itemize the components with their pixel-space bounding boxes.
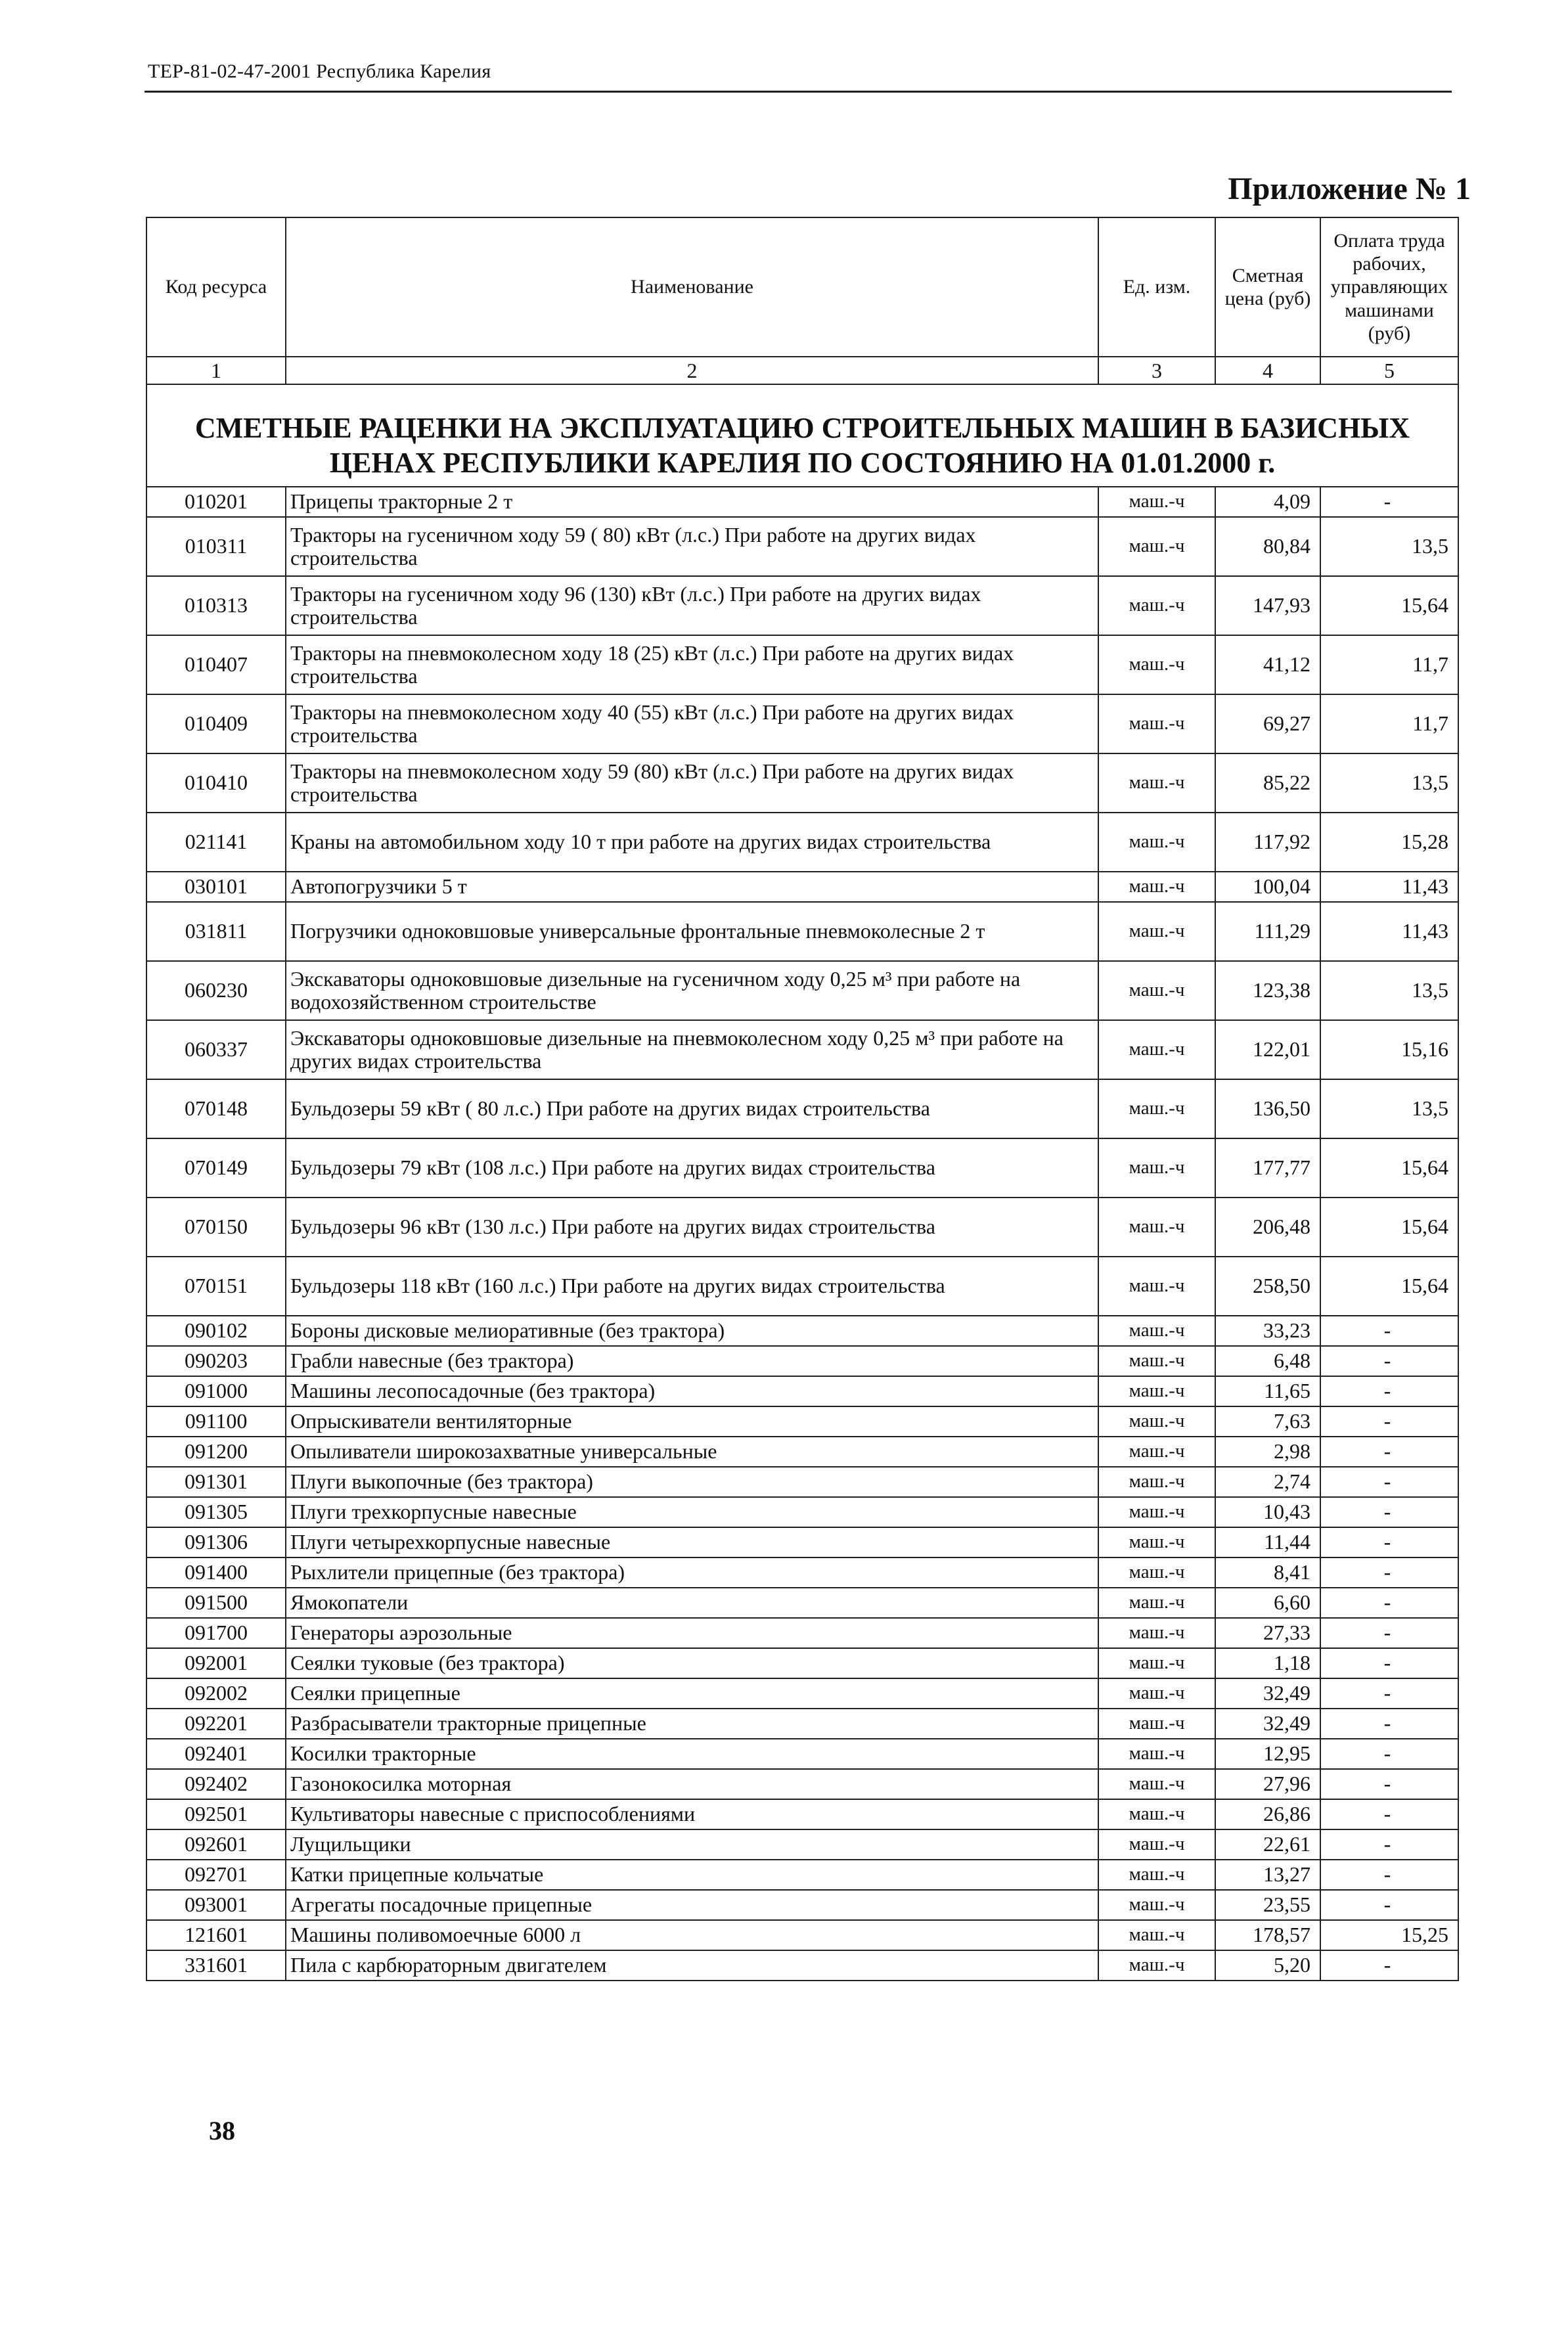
table-row xyxy=(146,1437,1458,1467)
machine-name-cell: Лущильщики xyxy=(286,1829,1098,1860)
labor-cost-cell: 15,64 xyxy=(1320,576,1458,635)
table-row xyxy=(146,635,1458,694)
unit-cell: маш.-ч xyxy=(1098,1950,1215,1981)
resource-code-cell: 070151 xyxy=(146,1257,286,1316)
machine-name-cell: Опыливатели широкозахватные универсальные xyxy=(286,1437,1098,1467)
unit-cell: маш.-ч xyxy=(1098,1316,1215,1346)
labor-cost-cell: - xyxy=(1320,1678,1458,1709)
table-row xyxy=(146,1648,1458,1678)
machine-name-cell: Сеялки прицепные xyxy=(286,1678,1098,1709)
resource-code-cell: 092601 xyxy=(146,1829,286,1860)
table-row xyxy=(146,1920,1458,1950)
price-cell: 2,74 xyxy=(1215,1467,1320,1497)
machine-name-cell: Экскаваторы одноковшовые дизельные на гусеничном ходу 0,25 м³ при работе на водохозяйственном строительстве xyxy=(286,961,1098,1020)
col-number: 2 xyxy=(286,357,1098,384)
machine-name-cell: Тракторы на гусеничном ходу 96 (130) кВт (л.с.) При работе на других видах строительства xyxy=(286,576,1098,635)
unit-cell: маш.-ч xyxy=(1098,694,1215,753)
resource-code-cell: 091400 xyxy=(146,1557,286,1588)
table-row xyxy=(146,1079,1458,1138)
price-cell: 258,50 xyxy=(1215,1257,1320,1316)
machine-name-cell: Опрыскиватели вентиляторные xyxy=(286,1406,1098,1437)
unit-cell: маш.-ч xyxy=(1098,1020,1215,1079)
resource-code-cell: 060230 xyxy=(146,961,286,1020)
resource-code-cell: 030101 xyxy=(146,872,286,902)
price-cell: 23,55 xyxy=(1215,1890,1320,1920)
price-cell: 11,65 xyxy=(1215,1376,1320,1406)
labor-cost-cell: - xyxy=(1320,1739,1458,1769)
price-cell: 122,01 xyxy=(1215,1020,1320,1079)
labor-cost-cell: 11,43 xyxy=(1320,902,1458,961)
table-row xyxy=(146,1799,1458,1829)
price-cell: 13,27 xyxy=(1215,1860,1320,1890)
labor-cost-cell: - xyxy=(1320,1406,1458,1437)
unit-cell: маш.-ч xyxy=(1098,1618,1215,1648)
section-title-row xyxy=(146,384,1458,487)
machine-name-cell: Экскаваторы одноковшовые дизельные на пневмоколесном ходу 0,25 м³ при работе на других видах строительства xyxy=(286,1020,1098,1079)
machine-name-cell: Машины лесопосадочные (без трактора) xyxy=(286,1376,1098,1406)
unit-cell: маш.-ч xyxy=(1098,961,1215,1020)
resource-code-cell: 070149 xyxy=(146,1138,286,1198)
table-row xyxy=(146,1769,1458,1799)
resource-code-cell: 010311 xyxy=(146,517,286,576)
unit-cell: маш.-ч xyxy=(1098,1739,1215,1769)
machine-name-cell: Катки прицепные кольчатые xyxy=(286,1860,1098,1890)
price-cell: 6,48 xyxy=(1215,1346,1320,1376)
header-row xyxy=(146,217,1458,357)
price-cell: 4,09 xyxy=(1215,487,1320,517)
unit-cell: маш.-ч xyxy=(1098,1079,1215,1138)
resource-code-cell: 092401 xyxy=(146,1739,286,1769)
price-cell: 80,84 xyxy=(1215,517,1320,576)
machine-rates-table xyxy=(146,217,1459,1981)
unit-cell: маш.-ч xyxy=(1098,1829,1215,1860)
resource-code-cell: 121601 xyxy=(146,1920,286,1950)
machine-name-cell: Машины поливомоечные 6000 л xyxy=(286,1920,1098,1950)
labor-cost-cell: - xyxy=(1320,1376,1458,1406)
unit-cell: маш.-ч xyxy=(1098,1198,1215,1257)
resource-code-cell: 090203 xyxy=(146,1346,286,1376)
table-row xyxy=(146,1376,1458,1406)
price-cell: 100,04 xyxy=(1215,872,1320,902)
labor-cost-cell: 15,16 xyxy=(1320,1020,1458,1079)
table-row xyxy=(146,1406,1458,1437)
resource-code-cell: 010201 xyxy=(146,487,286,517)
col-number: 4 xyxy=(1215,357,1320,384)
resource-code-cell: 010409 xyxy=(146,694,286,753)
labor-cost-cell: - xyxy=(1320,1860,1458,1890)
resource-code-cell: 070148 xyxy=(146,1079,286,1138)
unit-cell: маш.-ч xyxy=(1098,635,1215,694)
unit-cell: маш.-ч xyxy=(1098,1376,1215,1406)
labor-cost-cell: 11,7 xyxy=(1320,635,1458,694)
table-row xyxy=(146,1618,1458,1648)
unit-cell: маш.-ч xyxy=(1098,1527,1215,1557)
unit-cell: маш.-ч xyxy=(1098,1769,1215,1799)
resource-code-cell: 070150 xyxy=(146,1198,286,1257)
table-row xyxy=(146,1588,1458,1618)
price-cell: 178,57 xyxy=(1215,1920,1320,1950)
labor-cost-cell: 15,64 xyxy=(1320,1198,1458,1257)
running-header: ТЕР-81-02-47-2001 Республика Карелия xyxy=(148,60,491,82)
col-header-code: Код ресурса xyxy=(146,217,286,357)
table-row xyxy=(146,1950,1458,1981)
unit-cell: маш.-ч xyxy=(1098,1799,1215,1829)
table-row xyxy=(146,1346,1458,1376)
unit-cell: маш.-ч xyxy=(1098,576,1215,635)
unit-cell: маш.-ч xyxy=(1098,1138,1215,1198)
price-cell: 32,49 xyxy=(1215,1709,1320,1739)
table-row xyxy=(146,1860,1458,1890)
labor-cost-cell: 15,64 xyxy=(1320,1257,1458,1316)
machine-name-cell: Погрузчики одноковшовые универсальные фронтальные пневмоколесные 2 т xyxy=(286,902,1098,961)
machine-name-cell: Косилки тракторные xyxy=(286,1739,1098,1769)
table-row xyxy=(146,1709,1458,1739)
price-cell: 8,41 xyxy=(1215,1557,1320,1588)
labor-cost-cell: - xyxy=(1320,1950,1458,1981)
machine-name-cell: Тракторы на гусеничном ходу 59 ( 80) кВт (л.с.) При работе на других видах строительства xyxy=(286,517,1098,576)
price-cell: 22,61 xyxy=(1215,1829,1320,1860)
labor-cost-cell: 13,5 xyxy=(1320,961,1458,1020)
machine-name-cell: Автопогрузчики 5 т xyxy=(286,872,1098,902)
machine-name-cell: Краны на автомобильном ходу 10 т при работе на других видах строительства xyxy=(286,813,1098,872)
resource-code-cell: 092001 xyxy=(146,1648,286,1678)
machine-name-cell: Бульдозеры 96 кВт (130 л.с.) При работе на других видах строительства xyxy=(286,1198,1098,1257)
resource-code-cell: 093001 xyxy=(146,1890,286,1920)
labor-cost-cell: 13,5 xyxy=(1320,753,1458,813)
col-number: 1 xyxy=(146,357,286,384)
price-cell: 6,60 xyxy=(1215,1588,1320,1618)
price-cell: 10,43 xyxy=(1215,1497,1320,1527)
machine-name-cell: Бороны дисковые мелиоративные (без трактора) xyxy=(286,1316,1098,1346)
labor-cost-cell: - xyxy=(1320,1467,1458,1497)
labor-cost-cell: 11,43 xyxy=(1320,872,1458,902)
machine-name-cell: Пила с карбюраторным двигателем xyxy=(286,1950,1098,1981)
labor-cost-cell: 13,5 xyxy=(1320,517,1458,576)
unit-cell: маш.-ч xyxy=(1098,1860,1215,1890)
resource-code-cell: 092501 xyxy=(146,1799,286,1829)
unit-cell: маш.-ч xyxy=(1098,1406,1215,1437)
table-row xyxy=(146,1020,1458,1079)
col-header-name: Наименование xyxy=(286,217,1098,357)
resource-code-cell: 091700 xyxy=(146,1618,286,1648)
table-row xyxy=(146,517,1458,576)
unit-cell: маш.-ч xyxy=(1098,1257,1215,1316)
machine-name-cell: Плуги четырехкорпусные навесные xyxy=(286,1527,1098,1557)
labor-cost-cell: - xyxy=(1320,1799,1458,1829)
appendix-label: Приложение № 1 xyxy=(1228,171,1471,206)
price-cell: 123,38 xyxy=(1215,961,1320,1020)
machine-name-cell: Тракторы на пневмоколесном ходу 18 (25) кВт (л.с.) При работе на других видах строительства xyxy=(286,635,1098,694)
resource-code-cell: 091200 xyxy=(146,1437,286,1467)
price-cell: 111,29 xyxy=(1215,902,1320,961)
price-cell: 1,18 xyxy=(1215,1648,1320,1678)
machine-name-cell: Бульдозеры 118 кВт (160 л.с.) При работе на других видах строительства xyxy=(286,1257,1098,1316)
labor-cost-cell: 15,25 xyxy=(1320,1920,1458,1950)
labor-cost-cell: - xyxy=(1320,1557,1458,1588)
machine-name-cell: Плуги выкопочные (без трактора) xyxy=(286,1467,1098,1497)
unit-cell: маш.-ч xyxy=(1098,1437,1215,1467)
labor-cost-cell: - xyxy=(1320,1890,1458,1920)
machine-name-cell: Бульдозеры 79 кВт (108 л.с.) При работе на других видах строительства xyxy=(286,1138,1098,1198)
unit-cell: маш.-ч xyxy=(1098,1346,1215,1376)
price-cell: 147,93 xyxy=(1215,576,1320,635)
resource-code-cell: 091500 xyxy=(146,1588,286,1618)
price-cell: 41,12 xyxy=(1215,635,1320,694)
table-row xyxy=(146,1257,1458,1316)
price-cell: 33,23 xyxy=(1215,1316,1320,1346)
price-cell: 206,48 xyxy=(1215,1198,1320,1257)
table-row xyxy=(146,1467,1458,1497)
unit-cell: маш.-ч xyxy=(1098,1497,1215,1527)
table-row xyxy=(146,872,1458,902)
price-cell: 85,22 xyxy=(1215,753,1320,813)
machine-name-cell: Тракторы на пневмоколесном ходу 59 (80) кВт (л.с.) При работе на других видах строительства xyxy=(286,753,1098,813)
unit-cell: маш.-ч xyxy=(1098,902,1215,961)
machine-name-cell: Разбрасыватели тракторные прицепные xyxy=(286,1709,1098,1739)
price-cell: 26,86 xyxy=(1215,1799,1320,1829)
header-divider xyxy=(145,91,1452,93)
resource-code-cell: 010407 xyxy=(146,635,286,694)
resource-code-cell: 091100 xyxy=(146,1406,286,1437)
machine-name-cell: Агрегаты посадочные прицепные xyxy=(286,1890,1098,1920)
resource-code-cell: 331601 xyxy=(146,1950,286,1981)
column-number-row xyxy=(146,357,1458,384)
resource-code-cell: 092402 xyxy=(146,1769,286,1799)
labor-cost-cell: - xyxy=(1320,1346,1458,1376)
machine-name-cell: Прицепы тракторные 2 т xyxy=(286,487,1098,517)
col-header-unit: Ед. изм. xyxy=(1098,217,1215,357)
machine-name-cell: Бульдозеры 59 кВт ( 80 л.с.) При работе на других видах строительства xyxy=(286,1079,1098,1138)
table-row xyxy=(146,961,1458,1020)
resource-code-cell: 031811 xyxy=(146,902,286,961)
machine-name-cell: Ямокопатели xyxy=(286,1588,1098,1618)
labor-cost-cell: - xyxy=(1320,1527,1458,1557)
unit-cell: маш.-ч xyxy=(1098,1588,1215,1618)
labor-cost-cell: - xyxy=(1320,1829,1458,1860)
resource-code-cell: 091000 xyxy=(146,1376,286,1406)
section-title: СМЕТНЫЕ РАЦЕНКИ НА ЭКСПЛУАТАЦИЮ СТРОИТЕЛЬНЫХ МАШИН В БАЗИСНЫХ ЦЕНАХ РЕСПУБЛИКИ КАРЕЛИЯ ПО СОСТОЯНИЮ НА 01.01.2000 г. xyxy=(146,384,1458,487)
machine-name-cell: Сеялки туковые (без трактора) xyxy=(286,1648,1098,1678)
col-number: 5 xyxy=(1320,357,1458,384)
labor-cost-cell: 15,64 xyxy=(1320,1138,1458,1198)
labor-cost-cell: 13,5 xyxy=(1320,1079,1458,1138)
price-cell: 177,77 xyxy=(1215,1138,1320,1198)
labor-cost-cell: - xyxy=(1320,1437,1458,1467)
table-row xyxy=(146,1527,1458,1557)
table-row xyxy=(146,576,1458,635)
resource-code-cell: 060337 xyxy=(146,1020,286,1079)
table-row xyxy=(146,487,1458,517)
table-row xyxy=(146,1739,1458,1769)
resource-code-cell: 010313 xyxy=(146,576,286,635)
col-header-price: Сметная цена (руб) xyxy=(1215,217,1320,357)
resource-code-cell: 090102 xyxy=(146,1316,286,1346)
labor-cost-cell: - xyxy=(1320,1618,1458,1648)
table-row xyxy=(146,1316,1458,1346)
unit-cell: маш.-ч xyxy=(1098,1678,1215,1709)
unit-cell: маш.-ч xyxy=(1098,753,1215,813)
labor-cost-cell: 15,28 xyxy=(1320,813,1458,872)
table-row xyxy=(146,1890,1458,1920)
resource-code-cell: 091306 xyxy=(146,1527,286,1557)
table-row xyxy=(146,1678,1458,1709)
labor-cost-cell: - xyxy=(1320,1588,1458,1618)
table-row xyxy=(146,902,1458,961)
table-row xyxy=(146,694,1458,753)
col-header-labor: Оплата труда рабочих, управляющих машинами (руб) xyxy=(1320,217,1458,357)
unit-cell: маш.-ч xyxy=(1098,1890,1215,1920)
resource-code-cell: 010410 xyxy=(146,753,286,813)
price-cell: 136,50 xyxy=(1215,1079,1320,1138)
labor-cost-cell: - xyxy=(1320,1316,1458,1346)
unit-cell: маш.-ч xyxy=(1098,1467,1215,1497)
price-cell: 32,49 xyxy=(1215,1678,1320,1709)
labor-cost-cell: - xyxy=(1320,1769,1458,1799)
unit-cell: маш.-ч xyxy=(1098,872,1215,902)
unit-cell: маш.-ч xyxy=(1098,813,1215,872)
unit-cell: маш.-ч xyxy=(1098,1920,1215,1950)
price-cell: 12,95 xyxy=(1215,1739,1320,1769)
labor-cost-cell: - xyxy=(1320,1648,1458,1678)
table-row xyxy=(146,753,1458,813)
labor-cost-cell: - xyxy=(1320,487,1458,517)
unit-cell: маш.-ч xyxy=(1098,517,1215,576)
machine-name-cell: Тракторы на пневмоколесном ходу 40 (55) кВт (л.с.) При работе на других видах строительства xyxy=(286,694,1098,753)
machine-name-cell: Культиваторы навесные с приспособлениями xyxy=(286,1799,1098,1829)
unit-cell: маш.-ч xyxy=(1098,487,1215,517)
labor-cost-cell: 11,7 xyxy=(1320,694,1458,753)
price-cell: 5,20 xyxy=(1215,1950,1320,1981)
resource-code-cell: 092701 xyxy=(146,1860,286,1890)
labor-cost-cell: - xyxy=(1320,1709,1458,1739)
price-cell: 27,33 xyxy=(1215,1618,1320,1648)
table-row xyxy=(146,813,1458,872)
price-cell: 117,92 xyxy=(1215,813,1320,872)
resource-code-cell: 091305 xyxy=(146,1497,286,1527)
table-row xyxy=(146,1557,1458,1588)
table-row xyxy=(146,1138,1458,1198)
machine-name-cell: Плуги трехкорпусные навесные xyxy=(286,1497,1098,1527)
resource-code-cell: 092002 xyxy=(146,1678,286,1709)
resource-code-cell: 092201 xyxy=(146,1709,286,1739)
machine-name-cell: Рыхлители прицепные (без трактора) xyxy=(286,1557,1098,1588)
price-cell: 7,63 xyxy=(1215,1406,1320,1437)
machine-name-cell: Генераторы аэрозольные xyxy=(286,1618,1098,1648)
labor-cost-cell: - xyxy=(1320,1497,1458,1527)
price-cell: 27,96 xyxy=(1215,1769,1320,1799)
page-number: 38 xyxy=(209,2116,235,2145)
price-cell: 11,44 xyxy=(1215,1527,1320,1557)
machine-name-cell: Газонокосилка моторная xyxy=(286,1769,1098,1799)
unit-cell: маш.-ч xyxy=(1098,1648,1215,1678)
resource-code-cell: 021141 xyxy=(146,813,286,872)
unit-cell: маш.-ч xyxy=(1098,1709,1215,1739)
unit-cell: маш.-ч xyxy=(1098,1557,1215,1588)
price-cell: 69,27 xyxy=(1215,694,1320,753)
col-number: 3 xyxy=(1098,357,1215,384)
price-cell: 2,98 xyxy=(1215,1437,1320,1467)
table-row xyxy=(146,1198,1458,1257)
machine-name-cell: Грабли навесные (без трактора) xyxy=(286,1346,1098,1376)
resource-code-cell: 091301 xyxy=(146,1467,286,1497)
table-row xyxy=(146,1497,1458,1527)
table-row xyxy=(146,1829,1458,1860)
